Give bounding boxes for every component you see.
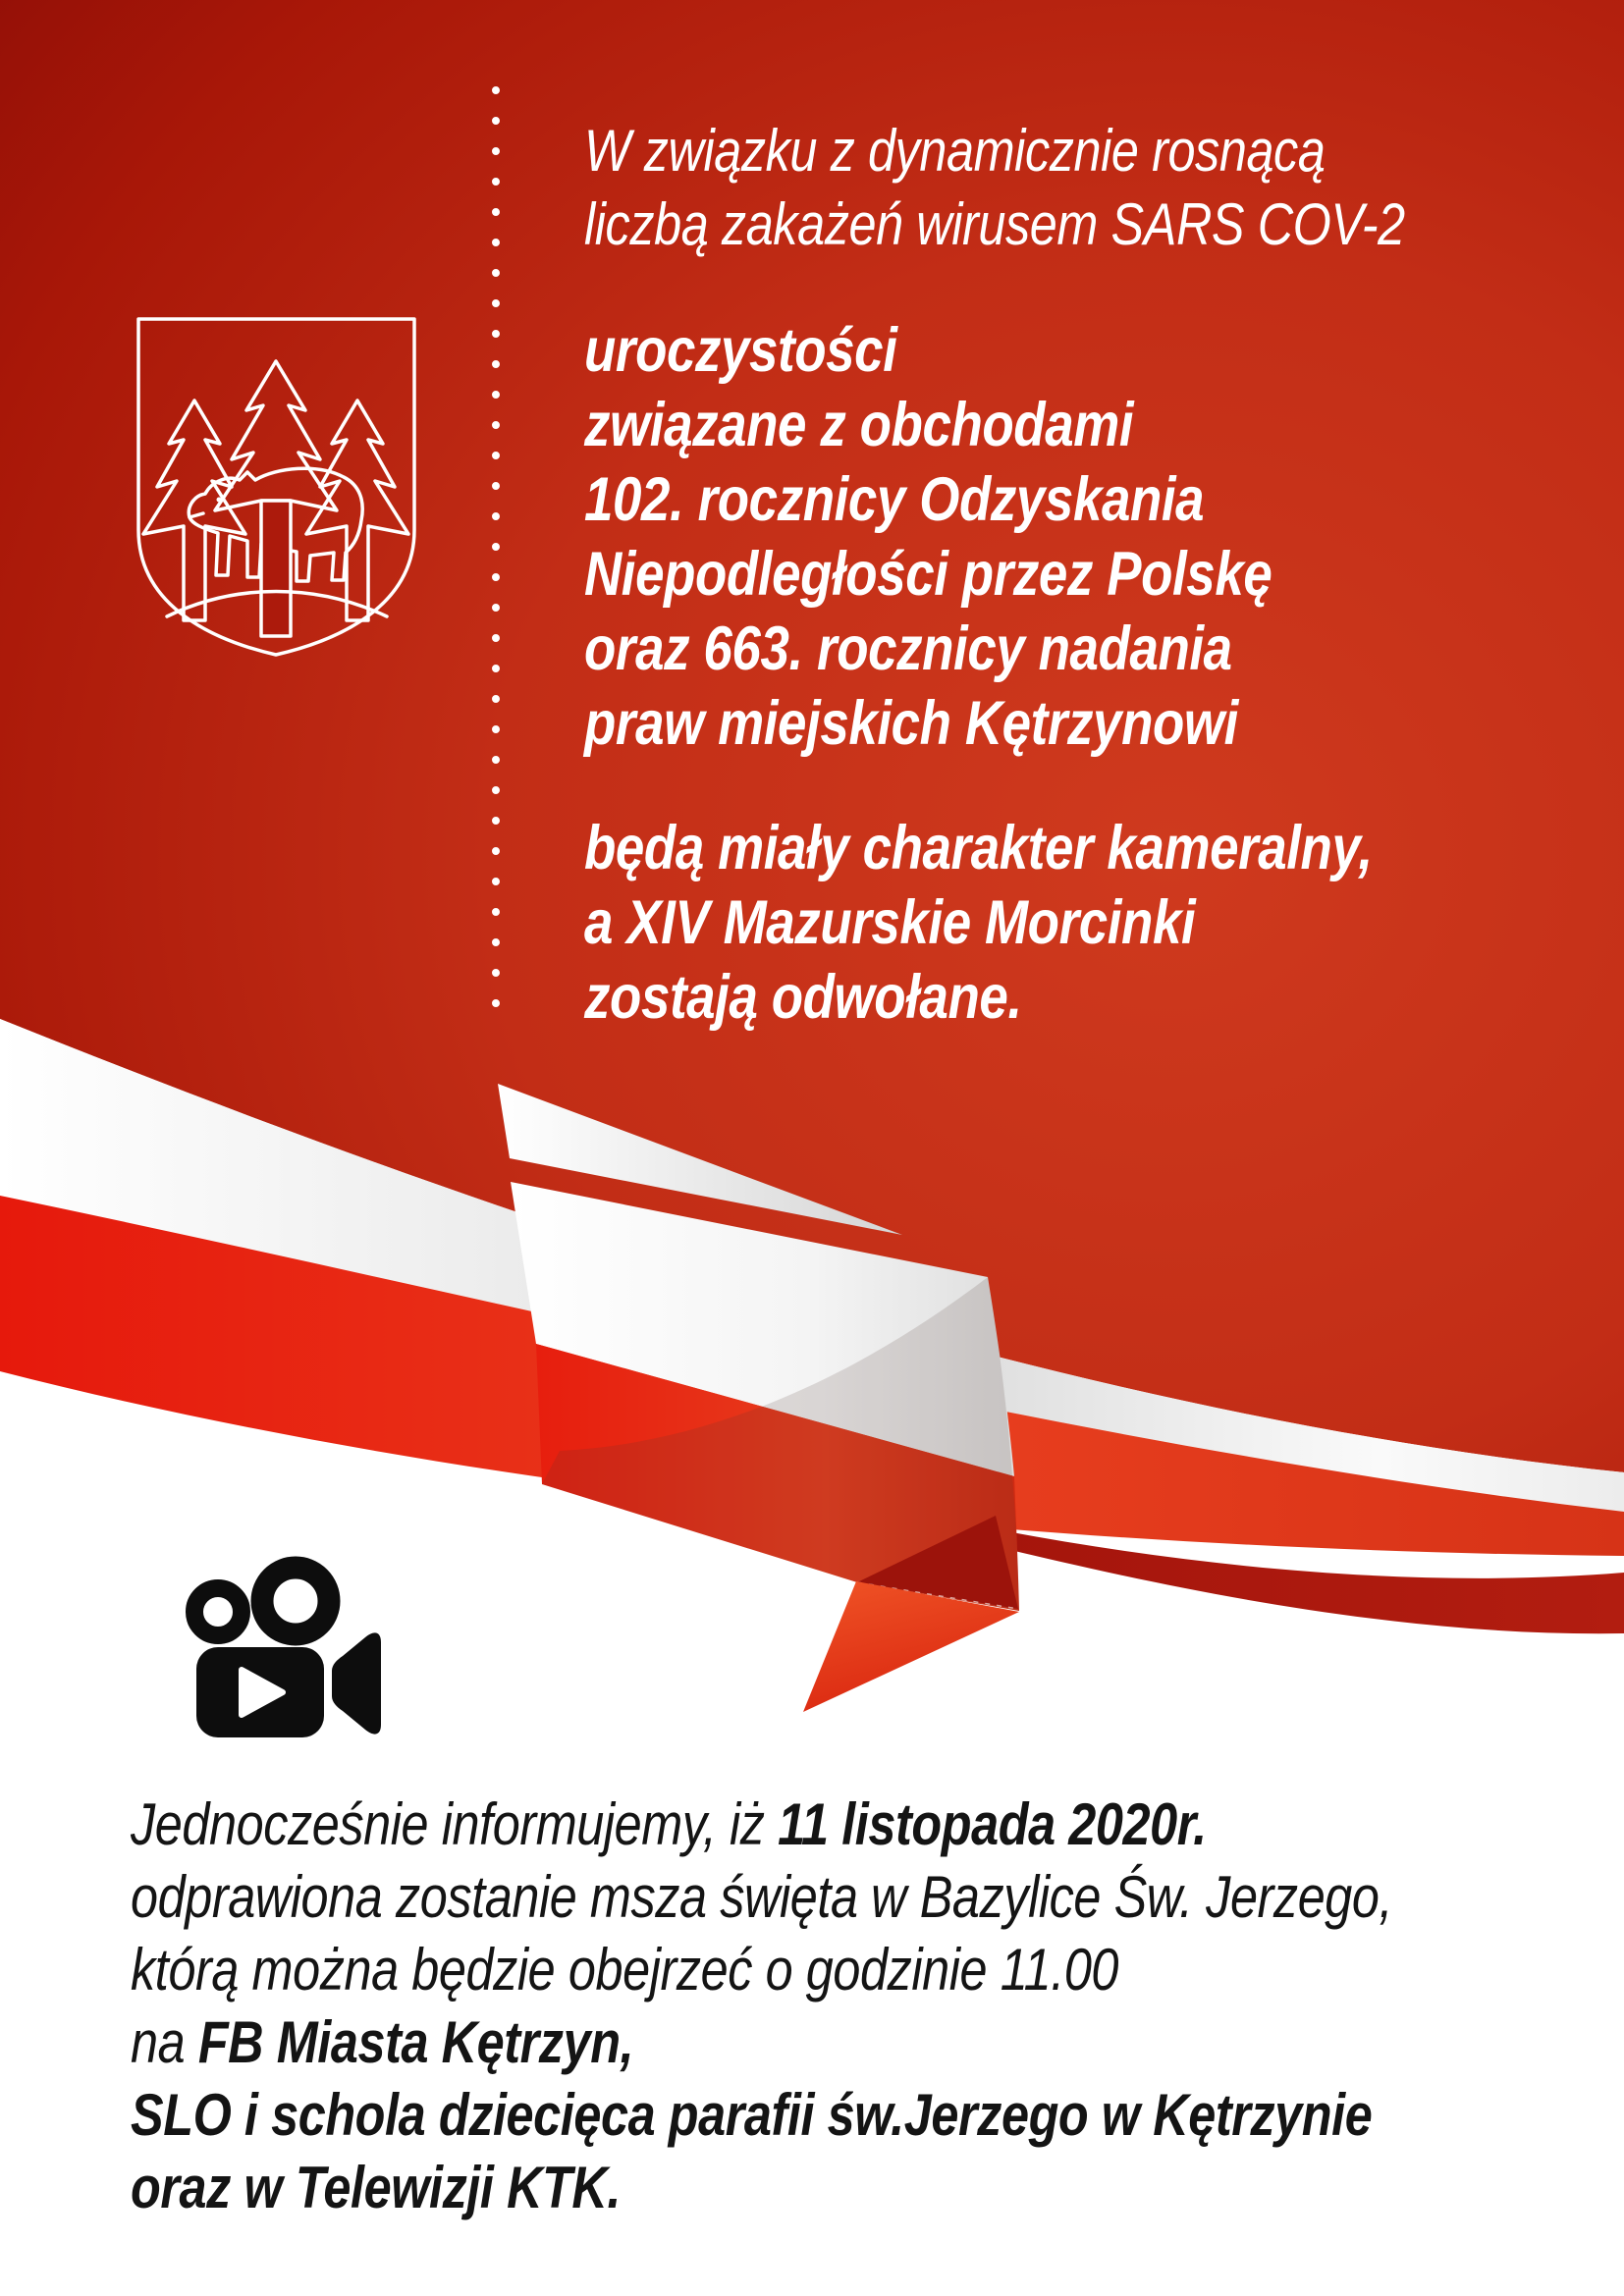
info-text [131,1789,1392,2224]
info-line-bold: 11 listopada 2020r. [778,1791,1207,1857]
info-line-bold: oraz w Telewizji KTK. [131,2155,621,2220]
info-line-bold: SLO i schola dziecięca parafii św.Jerzego w Kętrzynie [131,2082,1373,2148]
cancellation-text [584,811,1373,1035]
cancellation-line: zostają odwołane. [584,963,1022,1032]
intro-line: liczbą zakażeń wirusem SARS COV-2 [584,191,1405,257]
notice-line: związane z obchodami [584,391,1134,459]
intro-text [584,114,1405,261]
info-line: którą można będzie obejrzeć o godzinie 11.00 [131,1937,1119,2002]
intro-line: W związku z dynamicznie rosnącą [584,118,1326,184]
notice-line: praw miejskich Kętrzynowi [584,689,1238,758]
info-line [131,2079,1392,2152]
cancellation-line: a XIV Mazurskie Morcinki [584,888,1196,957]
notice-line: Niepodległości przez Polskę [584,540,1272,609]
info-line-bold: FB Miasta Kętrzyn, [197,2009,634,2075]
video-camera-icon [194,1568,381,1737]
info-line: odprawiona zostanie msza święta w Bazylice Św. Jerzego, [131,1864,1393,1930]
cancellation-line: będą miały charakter kameralny, [584,814,1373,882]
info-line [131,2152,1392,2224]
notice-line: uroczystości [584,316,897,385]
info-line [131,1789,1392,1861]
info-line-normal: Jednocześnie informujemy, iż [131,1791,779,1857]
notice-text [584,313,1272,761]
info-line [131,2006,1392,2079]
notice-line: 102. rocznicy Odzyskania [584,465,1205,534]
info-line-normal: na [131,2009,198,2075]
notice-line: oraz 663. rocznicy nadania [584,614,1232,683]
